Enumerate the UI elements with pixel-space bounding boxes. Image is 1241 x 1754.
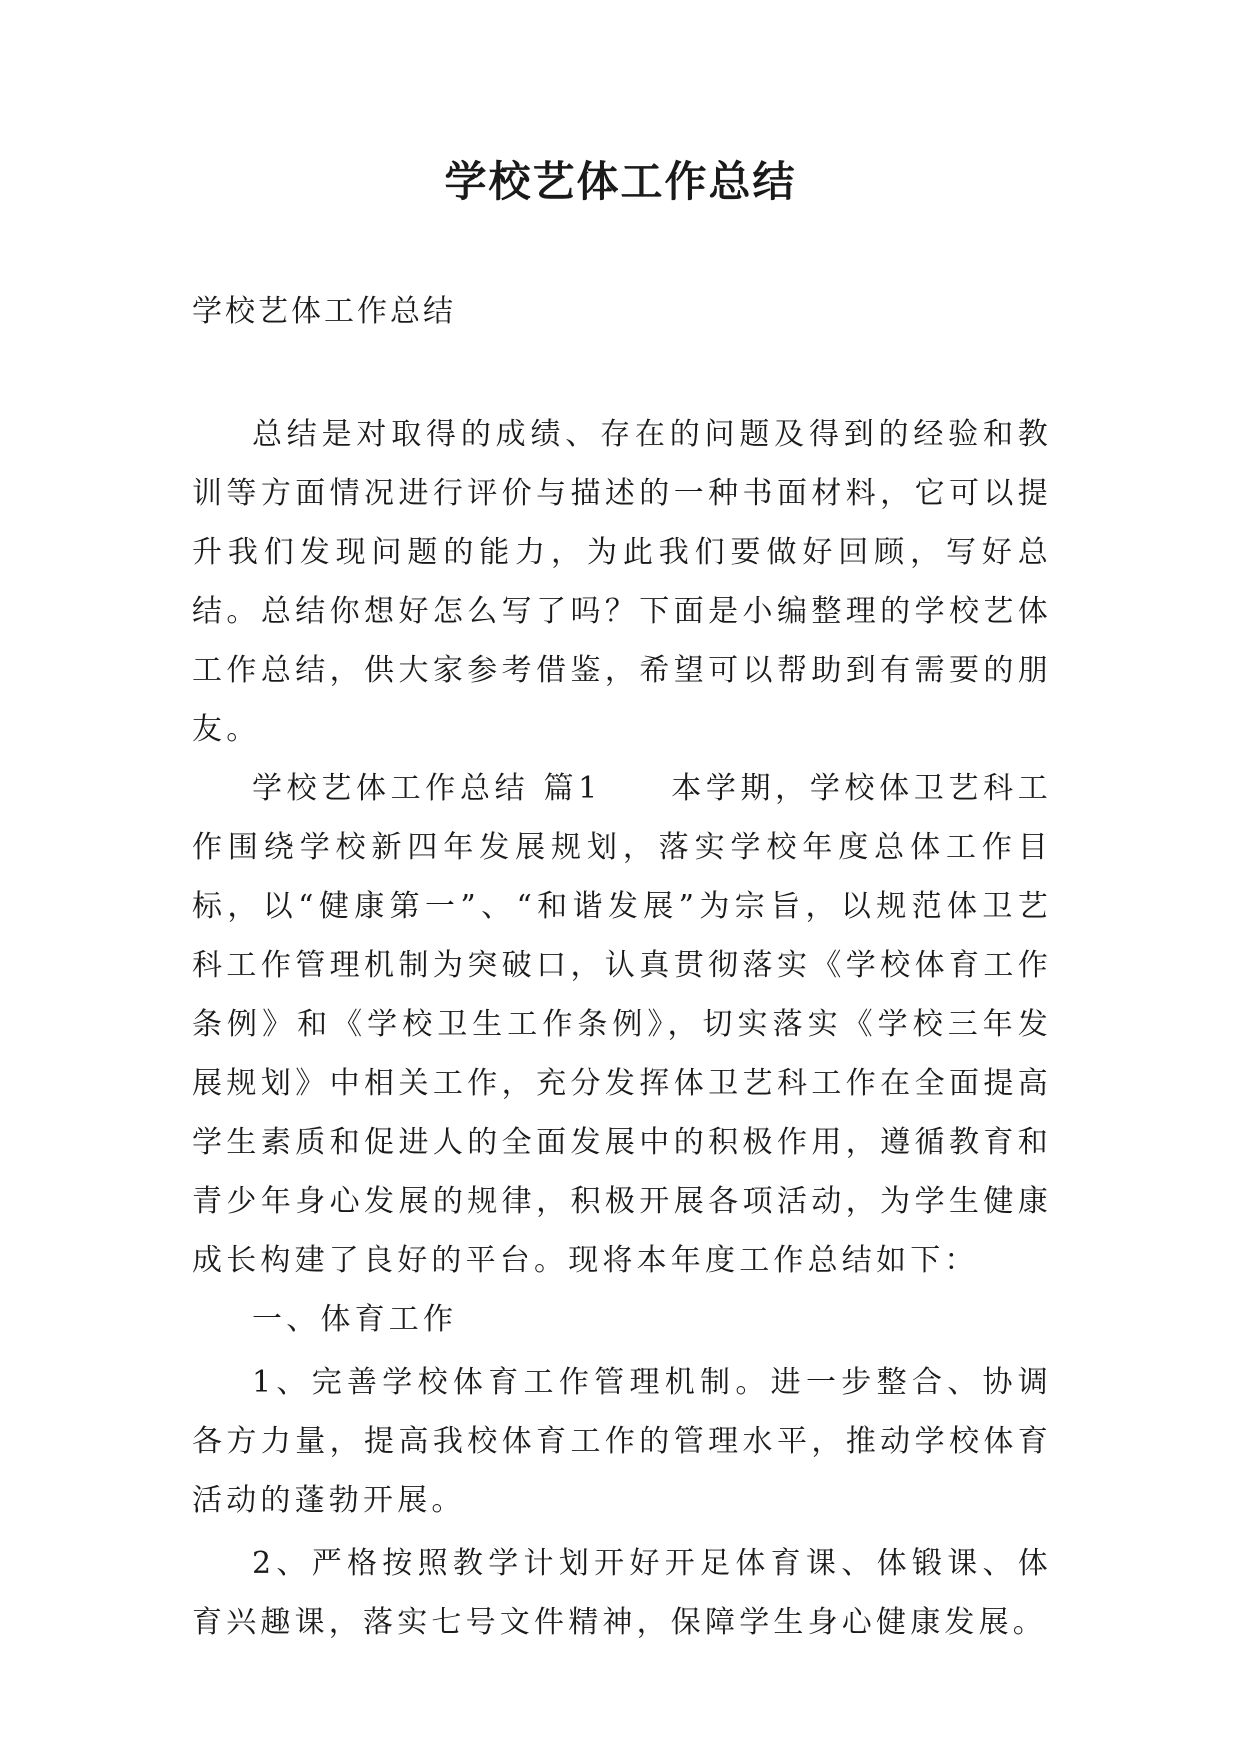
paragraph-intro: 总结是对取得的成绩、存在的问题及得到的经验和教训等方面情况进行评价与描述的一种书面材料，它可以提升我们发现问题的能力，为此我们要做好回顾，写好总结。总结你想好怎么写了吗？下面是小编整理的学校艺体工作总结，供大家参考借鉴，希望可以帮助到有需要的朋友。	[192, 417, 1052, 747]
document-subtitle: 学校艺体工作总结	[192, 294, 456, 329]
paragraph-section-1: 学校艺体工作总结 篇1 本学期，学校体卫艺科工作围绕学校新四年发展规划，落实学校年度总体工作目标，以“健康第一”、“和谐发展”为宗旨，以规范体卫艺科工作管理机制为突破口，认真贯彻落实《学校体育工作条例》和《学校卫生工作条例》，切实落实《学校三年发展规划》中相关工作，充分发挥体卫艺科工作在全面提高学生素质和促进人的全面发展中的积极作用，遵循教育和青少年身心发展的规律，积极开展各项活动，为学生健康成长构建了良好的平台。现将本年度工作总结如下：	[192, 771, 1053, 1278]
document-body	[192, 405, 1052, 1652]
paragraph-item-2: 2、严格按照教学计划开好开足体育课、体锻课、体育兴趣课，落实七号文件精神，保障学生身心健康发展。	[192, 1546, 1052, 1640]
paragraph-item-1: 1、完善学校体育工作管理机制。进一步整合、协调各方力量，提高我校体育工作的管理水平，推动学校体育活动的蓬勃开展。	[192, 1365, 1052, 1518]
heading-sports-work: 一、体育工作	[252, 1302, 458, 1337]
document-title: 学校艺体工作总结	[444, 157, 797, 206]
